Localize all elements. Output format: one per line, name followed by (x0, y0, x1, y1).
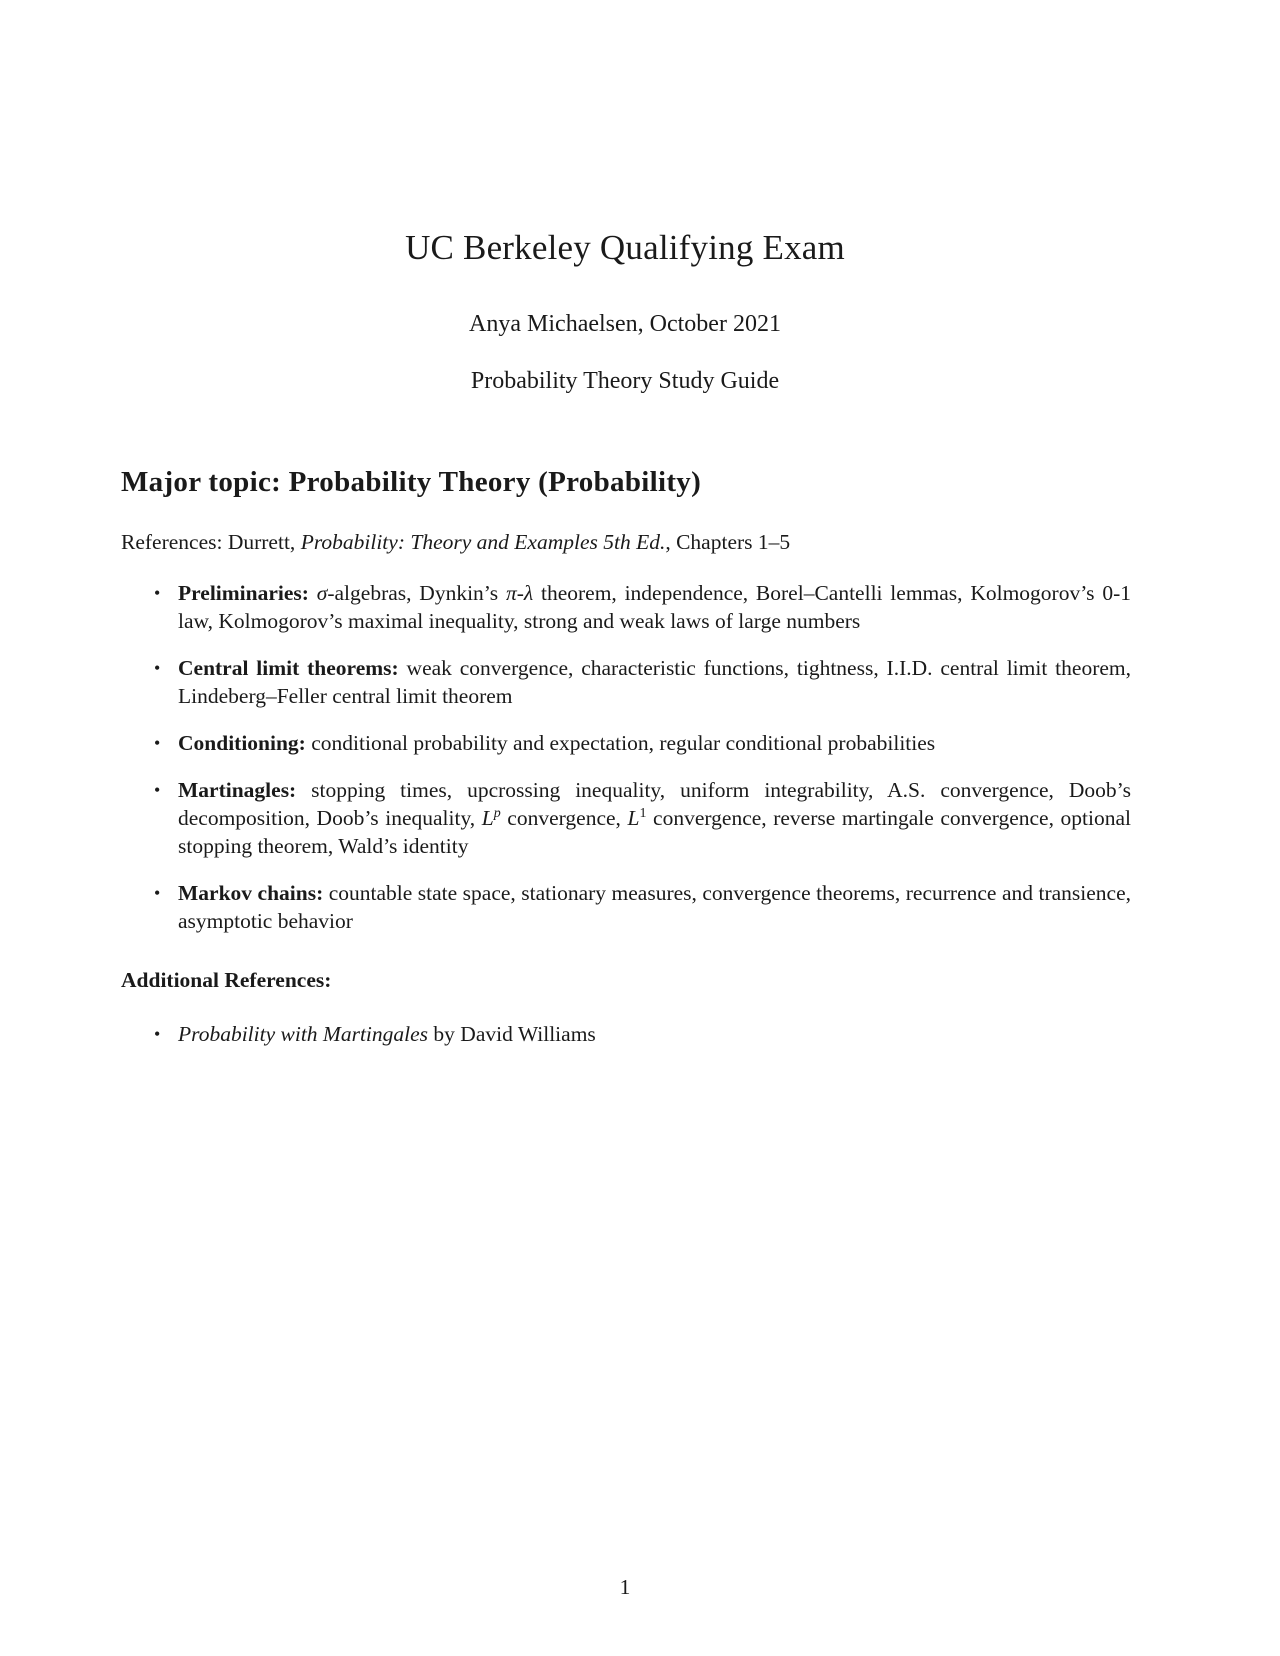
sigma-symbol: σ (316, 581, 328, 605)
topic-text-part: convergence, (500, 806, 628, 830)
topic-label: Preliminaries: (178, 581, 309, 605)
bullet-icon: • (154, 658, 161, 678)
bullet-icon: • (154, 1024, 161, 1044)
lp-base: L (481, 806, 494, 830)
topic-list (121, 579, 1131, 954)
bullet-icon: • (154, 733, 161, 753)
author-date: Anya Michaelsen, October 2021 (469, 311, 781, 337)
l1-exponent: 1 (639, 805, 647, 821)
document-title: UC Berkeley Qualifying Exam (405, 228, 845, 267)
topic-item-conditioning (121, 729, 1131, 757)
topic-item-martingales (121, 776, 1131, 860)
topic-item-preliminaries (121, 579, 1131, 635)
topic-text-part: convergence, reverse martingale convergence, optional stopping theorem, Wald’s identity (178, 806, 1131, 858)
additional-references-list (121, 1020, 1131, 1048)
references-suffix: , Chapters 1–5 (665, 530, 791, 554)
topic-label: Markov chains: (178, 881, 324, 905)
bullet-icon: • (154, 583, 161, 603)
topic-label: Martinagles: (178, 778, 297, 802)
topic-item-central-limit-theorems (121, 654, 1131, 710)
topic-label: Central limit theorems: (178, 656, 399, 680)
lp-exponent: p (493, 805, 501, 821)
page-number: 1 (619, 1575, 631, 1599)
section-heading: Major topic: Probability Theory (Probability) (121, 466, 702, 498)
reference-author: by David Williams (428, 1022, 596, 1046)
topic-text: countable state space, stationary measures, convergence theorems, recurrence and transience, asymptotic behavior (178, 881, 1131, 933)
topic-text-part: theorem, independence, Borel–Cantelli lemmas, Kolmogorov’s 0-1 law, Kolmogorov’s maximal inequality, strong and weak laws of large numbers (178, 581, 1131, 633)
topic-text-part: -algebras, Dynkin’s (327, 581, 506, 605)
topic-item-markov-chains (121, 879, 1131, 935)
topic-text: conditional probability and expectation, regular conditional probabilities (311, 731, 936, 755)
topic-label: Conditioning: (178, 731, 306, 755)
document-subtitle: Probability Theory Study Guide (470, 368, 780, 394)
topic-text-part: - (516, 581, 524, 605)
references-book-title: Probability: Theory and Examples 5th Ed. (300, 530, 666, 554)
additional-references-heading: Additional References: (121, 968, 332, 992)
additional-reference-item (121, 1020, 1131, 1048)
pi-symbol: π (505, 581, 517, 605)
lambda-symbol: λ (523, 581, 534, 605)
l1-base: L (627, 806, 640, 830)
l1-space-symbol (628, 806, 647, 830)
references-prefix: References: Durrett, (121, 530, 301, 554)
topic-text-part: stopping times, upcrossing inequality, uniform integrability, A.S. convergence, Doob’s decomposition, Doob’s inequality, (178, 778, 1131, 830)
bullet-icon: • (154, 780, 161, 800)
bullet-icon: • (154, 883, 161, 903)
topic-text: weak convergence, characteristic functions, tightness, I.I.D. central limit theorem, Lindeberg–Feller central limit theorem (178, 656, 1131, 708)
references-line (121, 530, 790, 555)
reference-book-title: Probability with Martingales (178, 1022, 429, 1046)
lp-space-symbol (482, 806, 501, 830)
